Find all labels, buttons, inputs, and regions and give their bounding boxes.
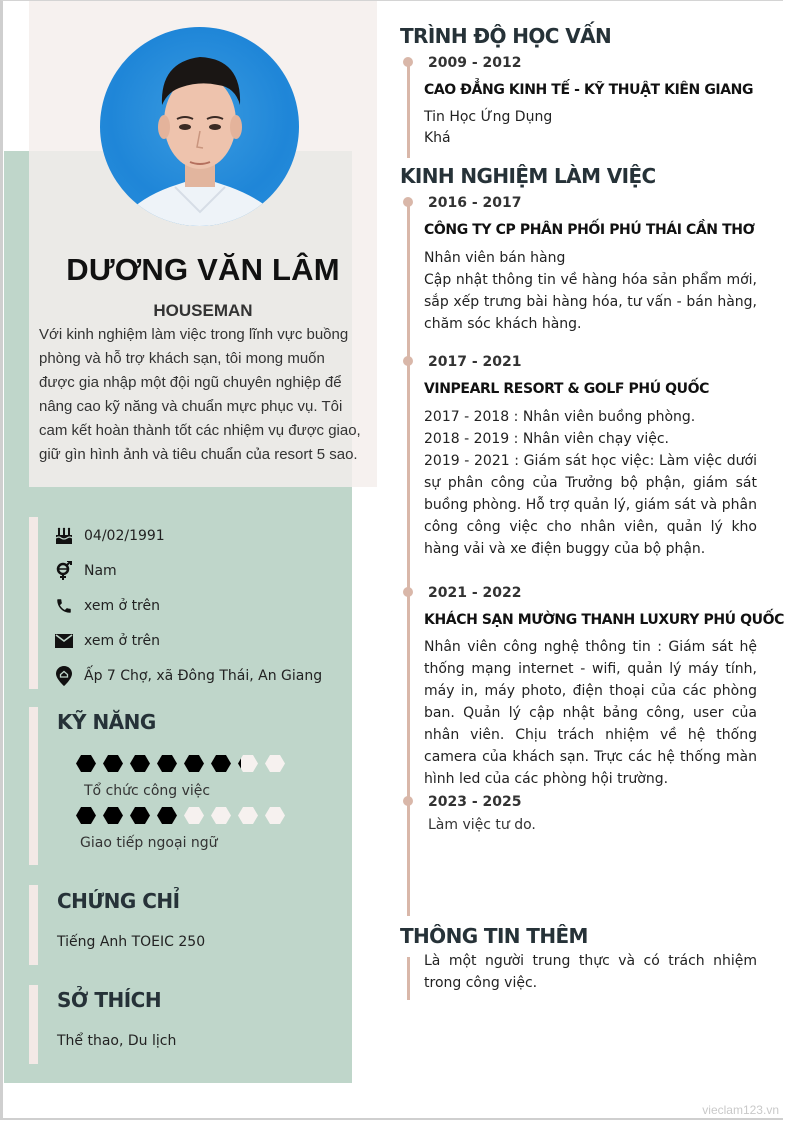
- phone-value: xem ở trên: [84, 597, 160, 614]
- rating-hexagon: [238, 807, 258, 824]
- rating-hexagon: [157, 807, 177, 824]
- experience-details-1: [424, 406, 757, 560]
- rating-hexagon: [238, 755, 258, 772]
- watermark: vieclam123.vn: [702, 1103, 779, 1117]
- rating-hexagon: [103, 755, 123, 772]
- rating-hexagon: [130, 807, 150, 824]
- education-period: 2009 - 2012: [428, 55, 522, 71]
- rating-hexagon: [76, 807, 96, 824]
- education-timeline: [407, 62, 410, 158]
- certificates-text: Tiếng Anh TOEIC 250: [57, 934, 206, 950]
- avatar: [100, 27, 299, 226]
- timeline-dot: [403, 587, 413, 597]
- skill-label-0: Tổ chức công việc: [84, 783, 211, 799]
- additional-accent-line: [407, 957, 410, 1000]
- education-details: [424, 107, 757, 149]
- rating-hexagon: [103, 807, 123, 824]
- birthday-value: 04/02/1991: [84, 527, 165, 544]
- experience-line: 2019 - 2021 : Giám sát học việc: Làm việc dưới sự phân công của Trưởng bộ phận, giám sát buồng phòng. Hỗ trợ quản lý, giám sát và phân công công việc cho nhân viên, quản lý kho hàng vải và xe điện buggy của bộ phận.: [424, 453, 757, 557]
- experience-details-2: [424, 636, 757, 790]
- location-icon: [54, 666, 74, 686]
- experience-line: 2017 - 2018 : Nhân viên buồng phòng.: [424, 409, 696, 425]
- rating-hexagon: [184, 807, 204, 824]
- additional-text: Là một người trung thực và có trách nhiệm trong công việc.: [424, 953, 757, 991]
- contact-address: [54, 658, 344, 693]
- contact-phone[interactable]: [54, 588, 344, 623]
- rating-hexagon: [211, 807, 231, 824]
- rating-hexagon: [211, 755, 231, 772]
- education-major: Tin Học Ứng Dụng: [424, 109, 553, 125]
- certificates-heading: CHỨNG CHỈ: [57, 889, 180, 913]
- rating-hexagon: [265, 755, 285, 772]
- experience-period-0: 2016 - 2017: [428, 195, 522, 211]
- timeline-dot: [403, 197, 413, 207]
- job-title: HOUSEMAN: [153, 301, 253, 320]
- experience-line: 2018 - 2019 : Nhân viên chạy việc.: [424, 431, 670, 447]
- timeline-dot: [403, 57, 413, 67]
- experience-line: Cập nhật thông tin về hàng hóa sản phẩm mới, sắp xếp trưng bài hàng hóa, tư vấn - bán hàng, chăm sóc khách hàng.: [424, 272, 757, 332]
- experience-period-2: 2021 - 2022: [428, 585, 522, 601]
- timeline-dot: [403, 356, 413, 366]
- experience-timeline: [407, 202, 410, 916]
- experience-line: Làm việc tư do.: [428, 817, 536, 833]
- email-value: xem ở trên: [84, 632, 160, 649]
- experience-period-3: 2023 - 2025: [428, 794, 522, 810]
- contact-birthday: [54, 518, 344, 553]
- portrait-illustration: [100, 27, 299, 226]
- rating-hexagon: [265, 807, 285, 824]
- phone-icon: [54, 596, 74, 616]
- rating-hexagon: [76, 755, 96, 772]
- rating-hexagon: [130, 755, 150, 772]
- additional-heading: THÔNG TIN THÊM: [400, 924, 588, 948]
- rating-hexagon: [184, 755, 204, 772]
- hobbies-heading: SỞ THÍCH: [57, 988, 162, 1012]
- education-school: CAO ĐẲNG KINH TẾ - KỸ THUẬT KIÊN GIANG: [424, 82, 754, 98]
- experience-details-3: [428, 814, 761, 836]
- gender-icon: [54, 561, 74, 581]
- experience-line: Nhân viên công nghệ thông tin : Giám sát hệ thống mạng internet - wifi, quản lý máy tính, máy in, máy photo, điện thoại của các phòng ban. Quản lý cập nhật bảng công, user của nhân viên. Chịu trách nhiệm về hệ thống camera của khách sạn. Trực các hệ thống màn hình led của các phòng hội trường.: [424, 639, 757, 787]
- career-summary: Với kinh nghiệm làm việc trong lĩnh vực buồng phòng và hỗ trợ khách sạn, tôi mong muốn được gia nhập một đội ngũ chuyên nghiệp để nâng cao kỹ năng và chuẩn mực phục vụ. Tôi cam kết hoàn thành tốt các nhiệm vụ được giao, giữ gìn hình ảnh và tiêu chuẩn của resort 5 sao.: [39, 326, 361, 463]
- address-value: Ấp 7 Chợ, xã Đông Thái, An Giang: [84, 667, 323, 684]
- education-heading: TRÌNH ĐỘ HỌC VẤN: [400, 24, 612, 48]
- contact-accent-bar: [29, 517, 38, 689]
- email-icon: [54, 631, 74, 651]
- experience-company-0: CÔNG TY CP PHÂN PHỐI PHÚ THÁI CẦN THƠ: [424, 222, 755, 238]
- contact-email[interactable]: [54, 623, 344, 658]
- skills-accent-bar: [29, 707, 38, 865]
- gender-value: Nam: [84, 562, 117, 579]
- education-grade: Khá: [424, 130, 451, 146]
- skill-label-1: Giao tiếp ngoại ngữ: [80, 835, 218, 851]
- contact-list: [54, 518, 344, 693]
- experience-heading: KINH NGHIỆM LÀM VIỆC: [400, 164, 656, 188]
- skill-rating-1: [76, 807, 285, 824]
- certificates-accent-bar: [29, 885, 38, 965]
- experience-line: Nhân viên bán hàng: [424, 250, 566, 266]
- contact-gender: [54, 553, 344, 588]
- experience-details-0: [424, 247, 757, 335]
- rating-hexagon: [157, 755, 177, 772]
- experience-company-2: KHÁCH SẠN MƯỜNG THANH LUXURY PHÚ QUỐC: [424, 612, 784, 628]
- experience-period-1: 2017 - 2021: [428, 354, 522, 370]
- candidate-name: DƯƠNG VĂN LÂM: [66, 252, 340, 287]
- timeline-dot: [403, 796, 413, 806]
- skill-rating-0: [76, 755, 285, 772]
- skills-heading: KỸ NĂNG: [57, 710, 156, 734]
- hobbies-text: Thể thao, Du lịch: [57, 1033, 177, 1049]
- birthday-cake-icon: [54, 526, 74, 546]
- experience-company-1: VINPEARL RESORT & GOLF PHÚ QUỐC: [424, 381, 709, 397]
- hobbies-accent-bar: [29, 985, 38, 1064]
